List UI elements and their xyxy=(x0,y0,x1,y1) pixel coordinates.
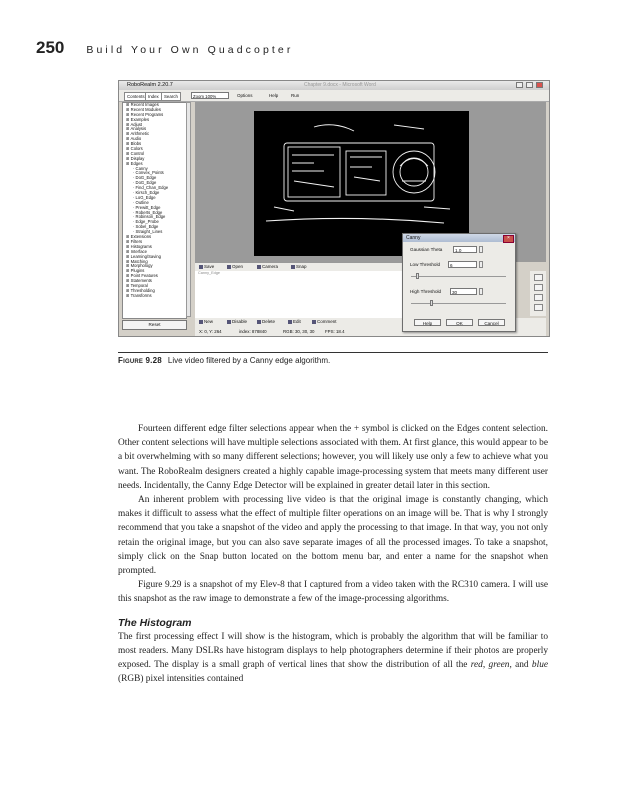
tree-category-item[interactable]: ⊞ Histograms xyxy=(126,243,152,249)
edit-button[interactable]: Edit xyxy=(288,319,301,325)
status-rgb: RGB: 30, 30, 30 xyxy=(283,329,315,334)
tree-child-item[interactable]: · Kirsch_Edge xyxy=(133,190,160,196)
close-button[interactable] xyxy=(536,82,543,88)
tree-category-item[interactable]: ⊞ Display xyxy=(126,155,145,161)
low-threshold-slider[interactable] xyxy=(411,276,506,277)
roborealm-screenshot xyxy=(118,80,550,337)
tree-scrollbar[interactable] xyxy=(186,102,191,317)
tree-category-item[interactable]: ⊞ Interface xyxy=(126,248,147,254)
figure-label: Figure 9.28 xyxy=(118,356,162,365)
tree-child-item[interactable]: · DoG_Edge xyxy=(133,175,157,181)
gaussian-label: Gaussian Theta xyxy=(410,247,443,252)
tree-child-item[interactable]: · Canny xyxy=(133,165,148,171)
open-button[interactable]: Open xyxy=(227,264,243,270)
zoom-in-icon[interactable] xyxy=(534,274,543,281)
tree-category-item[interactable]: ⊞ Recent Modules xyxy=(126,106,161,112)
tree-child-item[interactable]: · Sobel_Edge xyxy=(133,224,159,230)
dialog-ok-button[interactable]: OK xyxy=(446,319,473,326)
delete-button[interactable]: Delete xyxy=(257,319,275,325)
dialog-help-button[interactable]: Help xyxy=(414,319,441,326)
tree-child-item[interactable]: · LoG_Edge xyxy=(133,194,156,200)
low-threshold-slider-thumb[interactable] xyxy=(416,273,419,279)
side-toolbar xyxy=(530,271,546,316)
running-title: Build Your Own Quadcopter xyxy=(86,44,294,56)
window-title: RoboRealm 2.20.7 xyxy=(127,82,173,88)
tab-index[interactable]: Index xyxy=(145,92,162,101)
tree-child-item[interactable]: · Outline xyxy=(133,199,149,205)
tree-child-item[interactable]: · Edge_Probe xyxy=(133,219,159,225)
move-down-icon[interactable] xyxy=(534,304,543,311)
dialog-title: Canny xyxy=(406,235,421,241)
high-threshold-input[interactable]: 30 xyxy=(450,288,477,295)
status-coords: X: 0, Y: 264 xyxy=(199,329,222,334)
tree-category-item[interactable]: ⊞ Examples xyxy=(126,116,150,122)
options-menu[interactable]: Options xyxy=(237,93,253,98)
tree-category-item[interactable]: ⊞ Control xyxy=(126,150,145,156)
tree-category-item[interactable]: ⊞ Temporal xyxy=(126,282,148,288)
high-threshold-label: High Threshold xyxy=(410,289,442,294)
paragraph-text: , xyxy=(482,660,489,671)
tree-child-item[interactable]: · DoG_Edge xyxy=(133,180,157,186)
canny-dialog xyxy=(402,233,516,332)
tree-child-item[interactable]: · Find_Chan_Edge xyxy=(133,185,169,191)
status-fps: FPS: 18.4 xyxy=(325,329,345,334)
tree-category-item[interactable]: ⊞ Morphology xyxy=(126,263,153,269)
paragraph-text: The first processing effect I will show is the histogram, which is probably the algorithm that will be familiar to most readers. Many DSLRs have histogram displays to help photographers determine if their photos are properly exposed. The display is a small graph of vertical lines that show the distribution of all the xyxy=(118,631,548,671)
tree-category-item[interactable]: ⊞ Adjust xyxy=(126,121,143,127)
tree-child-item[interactable]: · Roberts_Edge xyxy=(133,209,163,215)
tree-category-item[interactable]: ⊞ Arithmetic xyxy=(126,131,150,137)
tree-category-item[interactable]: ⊞ Colors xyxy=(126,146,143,152)
paragraph-text: (RGB) pixel intensities contained xyxy=(118,674,244,685)
low-threshold-label: Low Threshold xyxy=(410,262,441,267)
dialog-close-icon[interactable]: × xyxy=(503,235,514,243)
paragraph xyxy=(118,630,548,687)
low-threshold-input[interactable]: 6 xyxy=(448,261,477,268)
emphasis-green: green xyxy=(488,660,510,671)
run-button[interactable]: Run xyxy=(291,93,300,98)
body-text xyxy=(118,422,548,686)
disable-button[interactable]: Disable xyxy=(227,319,247,325)
dialog-cancel-button[interactable]: Cancel xyxy=(478,319,505,326)
pipeline-item[interactable]: Canny_Edge xyxy=(198,271,220,275)
tree-category-item[interactable]: ⊞ Plugins xyxy=(126,268,145,274)
zoom-out-icon[interactable] xyxy=(534,284,543,291)
tree-category-item[interactable]: ⊞ Matching xyxy=(126,258,148,264)
pipeline-list[interactable] xyxy=(195,276,405,319)
page-number: 250 xyxy=(36,38,65,57)
tree-category-item[interactable]: ⊞ Filters xyxy=(126,238,143,244)
reset-button[interactable]: Reset xyxy=(122,320,187,330)
paragraph: Fourteen different edge filter selections appear when the + symbol is clicked on the Edges content selection. Other content selections will have multiple selections associated with them. At first glance, this would appear to be a bit overwhelming with so many different selections; however, you will likely use only a few to achieve what you want. The RoboRealm designers created a highly capable image-processing system that meets many different user needs. Incidentally, the Canny Edge Detector will be explained in greater detail later in this section. xyxy=(118,424,548,491)
figure-caption xyxy=(118,356,330,365)
caption-rule xyxy=(118,352,548,353)
tree-category-item[interactable]: ⊞ Edges xyxy=(126,160,143,166)
tree-category-item[interactable]: ⊞ Thresholding xyxy=(126,287,155,293)
section-heading: The Histogram xyxy=(118,616,192,629)
comment-button[interactable]: Comment xyxy=(312,319,337,325)
module-tree[interactable] xyxy=(122,102,187,319)
tree-category-item[interactable]: ⊞ Transforms xyxy=(126,292,152,298)
caption-text: Live video filtered by a Canny edge algorithm. xyxy=(167,356,331,365)
tree-category-item[interactable]: ⊞ Recent Programs xyxy=(126,111,164,117)
maximize-button[interactable] xyxy=(526,82,533,88)
tree-category-item[interactable]: ⊞ Statements xyxy=(126,278,152,284)
move-up-icon[interactable] xyxy=(534,294,543,301)
high-threshold-spinner[interactable] xyxy=(479,288,483,295)
emphasis-blue: blue xyxy=(531,660,549,671)
tab-contents[interactable]: Contents xyxy=(124,92,148,101)
low-threshold-spinner[interactable] xyxy=(479,261,483,268)
tree-category-item[interactable]: ⊞ Analysis xyxy=(126,126,147,132)
help-menu[interactable]: Help xyxy=(269,93,279,98)
snap-button[interactable]: Snap xyxy=(291,264,307,270)
tree-category-item[interactable]: ⊞ Point Features xyxy=(126,273,158,279)
background-window-title: Chapter 9.docx - Microsoft Word xyxy=(304,82,376,88)
tree-category-item[interactable]: ⊞ Blobs xyxy=(126,141,142,147)
tree-category-item[interactable]: ⊞ Extensions xyxy=(126,234,152,240)
high-threshold-slider[interactable] xyxy=(411,303,506,304)
tree-child-item[interactable]: · Straight_Lines xyxy=(133,229,163,235)
tree-child-item[interactable]: · Robinson_Edge xyxy=(133,214,166,220)
tab-search[interactable]: Search xyxy=(161,92,181,101)
tree-child-item[interactable]: · Prewitt_Edge xyxy=(133,204,161,210)
tree-category-item[interactable]: ⊞ Learning/Saving xyxy=(126,253,161,259)
gaussian-spinner[interactable] xyxy=(479,246,483,253)
page-header xyxy=(36,38,293,64)
paragraph: Figure 9.29 is a snapshot of my Elev-8 that I captured from a video taken with the RC310 camera. I will use this snapshot as the raw image to demonstrate a few of the image-processing algorithms. xyxy=(118,580,548,605)
status-index: index: 878840 xyxy=(239,329,267,334)
save-button[interactable]: Save xyxy=(199,264,214,270)
paragraph: An inherent problem with processing live video is that the original image is constantly changing, which makes it difficult to assess what the effect of multiple filter operations on an image will be. That is why I strongly recommend that you take a snapshot of the video and apply the processing to that image. In that way, you not only retain the original image, but you can also save separate images of all the processed images. To take a snapshot, simply click on the Snap button located on the bottom menu bar, and enter a name for the snapshot when prompted. xyxy=(118,495,548,577)
emphasis-red: red xyxy=(470,660,483,671)
high-threshold-slider-thumb[interactable] xyxy=(430,300,433,306)
dialog-titlebar xyxy=(403,234,515,242)
tree-child-item[interactable]: · Convex_Points xyxy=(133,170,164,176)
paragraph-text: , and xyxy=(509,660,532,671)
tree-category-item[interactable]: ⊞ Recent Images xyxy=(126,102,159,107)
zoom-select[interactable]: Zoom 100% xyxy=(191,92,229,99)
new-button[interactable]: New xyxy=(199,319,213,325)
toolbar xyxy=(119,90,549,102)
tree-category-item[interactable]: ⊞ Audio xyxy=(126,136,142,142)
gaussian-theta-input[interactable]: 1.0 xyxy=(453,246,477,253)
minimize-button[interactable] xyxy=(516,82,523,88)
camera-button[interactable]: Camera xyxy=(257,264,278,270)
